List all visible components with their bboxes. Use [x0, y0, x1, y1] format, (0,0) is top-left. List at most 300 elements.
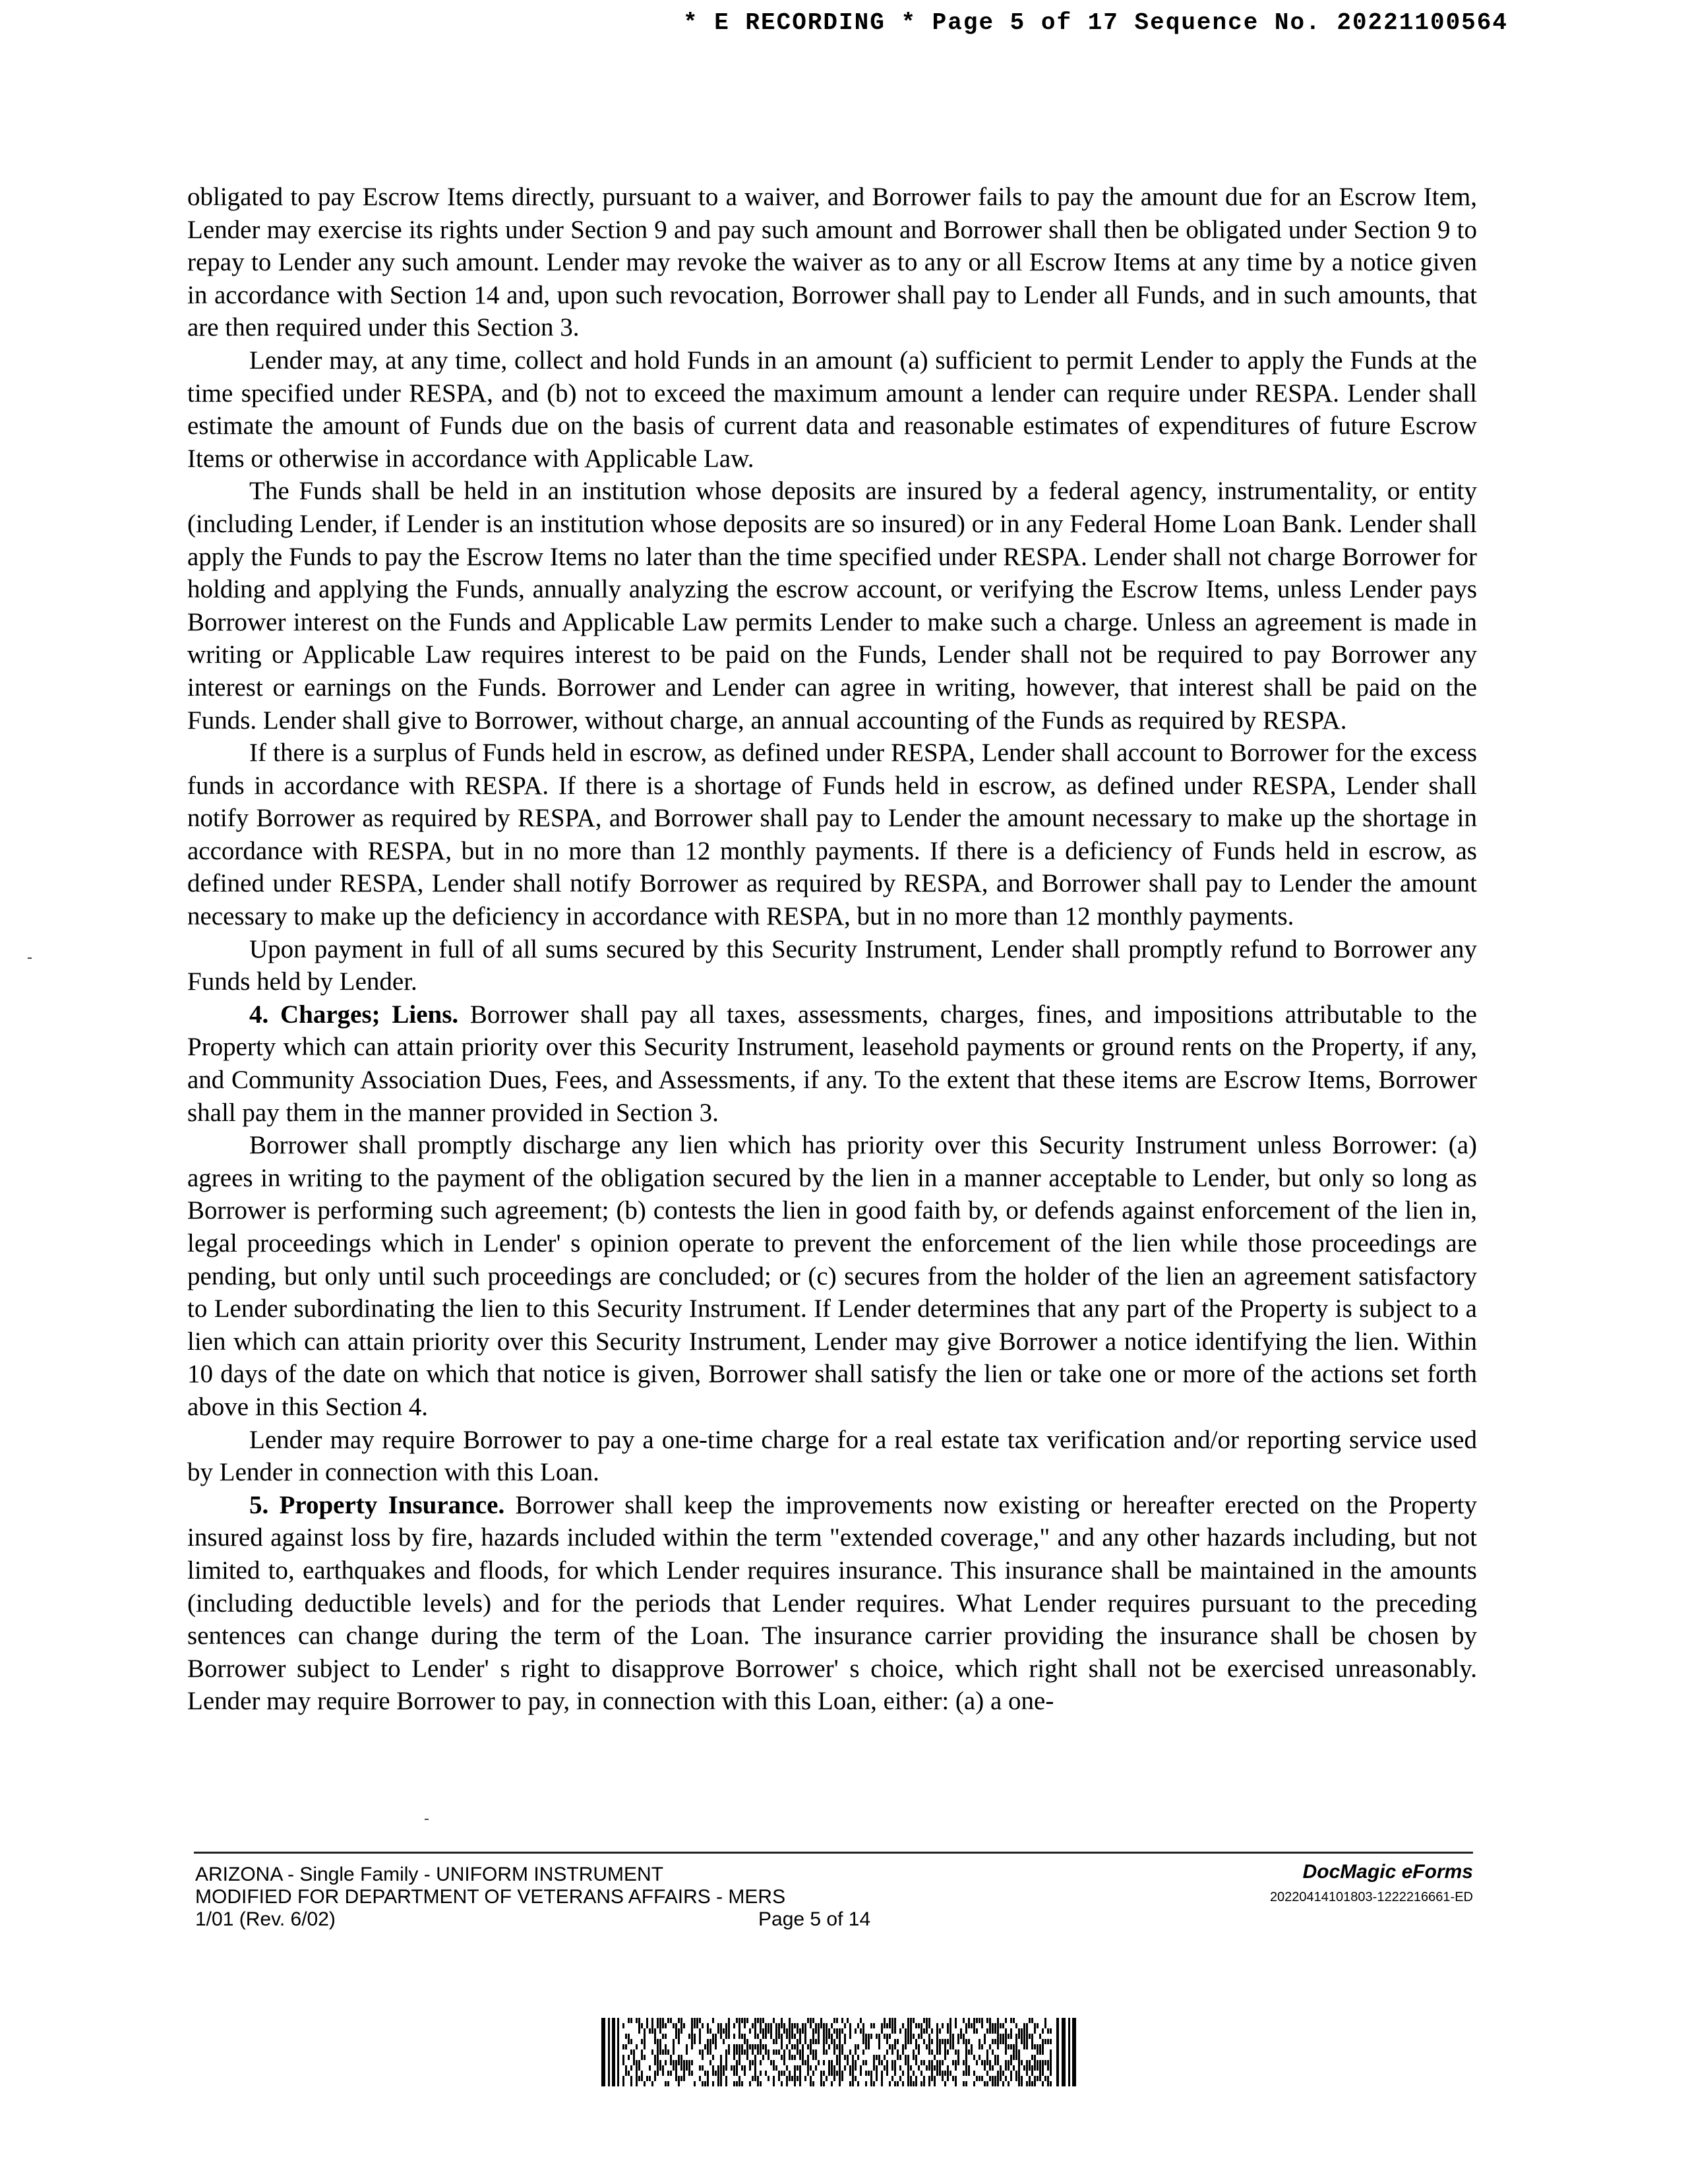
- barcode-cell: [794, 2055, 796, 2060]
- barcode-cell: [799, 2034, 801, 2039]
- barcode-cell: [733, 2071, 735, 2076]
- barcode-cell: [1005, 2049, 1007, 2055]
- barcode-cell: [738, 2044, 740, 2049]
- barcode-cell: [839, 2039, 841, 2044]
- barcode-cell: [1042, 2081, 1044, 2086]
- barcode-cell: [1018, 2060, 1020, 2065]
- barcode-cell: [986, 2049, 988, 2055]
- barcode-cell: [1005, 2065, 1007, 2071]
- paragraph-refund: Upon payment in full of all sums secured by this Security Instrument, Lender shall promptly refund to Borrower any Funds held by Lender.: [187, 934, 1477, 996]
- barcode-cell: [699, 2018, 701, 2023]
- barcode-cell: [673, 2023, 675, 2028]
- barcode-cell: [789, 2028, 791, 2034]
- barcode-cell: [947, 2039, 949, 2044]
- barcode-cell: [673, 2060, 675, 2065]
- barcode: [601, 2018, 1076, 2086]
- barcode-cell: [802, 2023, 804, 2028]
- barcode-cell: [691, 2023, 693, 2028]
- barcode-cell: [952, 2044, 954, 2049]
- barcode-cell: [709, 2049, 711, 2055]
- barcode-cell: [913, 2034, 915, 2039]
- barcode-cell: [733, 2055, 735, 2060]
- barcode-cell: [810, 2076, 812, 2081]
- barcode-cell: [976, 2028, 978, 2034]
- barcode-cell: [831, 2065, 833, 2071]
- barcode-cell: [657, 2049, 659, 2055]
- barcode-cell: [1000, 2071, 1002, 2076]
- barcode-cell: [831, 2060, 833, 2065]
- barcode-cell: [709, 2060, 711, 2065]
- barcode-cell: [836, 2044, 838, 2049]
- barcode-cell: [781, 2034, 783, 2039]
- barcode-cell: [651, 2081, 653, 2086]
- barcode-cell: [686, 2065, 688, 2071]
- barcode-cell: [778, 2023, 780, 2028]
- barcode-cell: [1018, 2081, 1020, 2086]
- barcode-cell: [915, 2023, 917, 2028]
- barcode-cell: [989, 2044, 991, 2049]
- section-4-text: Borrower shall pay all taxes, assessments, charges, fines, and impositions attributable to the Property which can attain priority over this Security Instrument, leasehold payments or ground rents on the Property, if any, and Community Association Dues, Fees, and Assessments, if any. To the extent that these items are Escrow Items, Borrower shall pay them in the manner provided in Section 3.: [187, 1000, 1477, 1127]
- barcode-cell: [860, 2071, 862, 2076]
- barcode-cell: [823, 2028, 825, 2034]
- barcode-cell: [1031, 2081, 1033, 2086]
- barcode-cell: [847, 2018, 849, 2023]
- barcode-cell: [894, 2018, 896, 2023]
- barcode-cell: [662, 2023, 664, 2028]
- barcode-cell: [873, 2065, 875, 2071]
- paragraph-escrow-waiver: obligated to pay Escrow Items directly, pursuant to a waiver, and Borrower fails to pay the amount due for an Escrow Item, Lender may exercise its rights under Section 9 and pay such amount and Borrower shall then be obligated under Section 9 to repay to Lender any such amount. Lender may revoke the waiver as to any or all Escrow Items at any time by a notice given in accordance with Section 14 and, upon such revocation, Borrower shall pay to Lender all Funds, and in such amounts, that are then required under this Section 3.: [187, 183, 1477, 342]
- barcode-cell: [878, 2055, 880, 2060]
- barcode-cell: [918, 2049, 920, 2055]
- barcode-cell: [942, 2039, 944, 2044]
- barcode-cell: [636, 2076, 638, 2081]
- barcode-cell: [675, 2060, 677, 2065]
- barcode-cell: [942, 2071, 944, 2076]
- barcode-cell: [1008, 2034, 1010, 2039]
- barcode-cell: [673, 2044, 675, 2049]
- barcode-cell: [826, 2049, 828, 2055]
- barcode-cell: [760, 2039, 762, 2044]
- barcode-cell: [659, 2060, 661, 2065]
- barcode-cell: [826, 2076, 828, 2081]
- barcode-cell: [936, 2049, 938, 2055]
- barcode-cell: [873, 2023, 875, 2028]
- barcode-cell: [841, 2028, 843, 2034]
- barcode-cell: [857, 2081, 859, 2086]
- barcode-cell: [1000, 2065, 1002, 2071]
- barcode-cell: [638, 2065, 640, 2071]
- barcode-cell: [717, 2081, 719, 2086]
- barcode-cell: [968, 2018, 970, 2023]
- barcode-cell: [942, 2023, 944, 2028]
- barcode-cell: [1010, 2034, 1012, 2039]
- barcode-cell: [673, 2039, 675, 2044]
- barcode-cell: [736, 2071, 738, 2076]
- barcode-cell: [702, 2023, 704, 2028]
- barcode-cell: [815, 2065, 817, 2071]
- barcode-cell: [873, 2055, 875, 2060]
- barcode-cell: [1044, 2023, 1046, 2028]
- barcode-cell: [1034, 2044, 1036, 2049]
- barcode-cell: [907, 2060, 909, 2065]
- barcode-cell: [768, 2028, 769, 2034]
- barcode-cell: [897, 2055, 899, 2060]
- barcode-cell: [773, 2018, 775, 2023]
- barcode-cell: [789, 2076, 791, 2081]
- barcode-cell: [939, 2049, 941, 2055]
- barcode-cell: [1026, 2034, 1028, 2039]
- barcode-cell: [1005, 2076, 1007, 2081]
- barcode-cell: [1050, 2065, 1052, 2071]
- barcode-cell: [662, 2049, 664, 2055]
- barcode-cell: [720, 2071, 722, 2076]
- barcode-cell: [686, 2044, 688, 2049]
- barcode-cell: [694, 2039, 696, 2044]
- barcode-cell: [860, 2028, 862, 2034]
- barcode-cell: [907, 2071, 909, 2076]
- barcode-cell: [688, 2060, 690, 2065]
- barcode-cell: [694, 2023, 696, 2028]
- barcode-guard-bar: [612, 2018, 615, 2086]
- barcode-cell: [812, 2071, 814, 2076]
- barcode-cell: [749, 2028, 751, 2034]
- barcode-cell: [844, 2039, 846, 2044]
- barcode-cell: [973, 2071, 975, 2076]
- barcode-cell: [680, 2065, 682, 2071]
- barcode-cell: [799, 2071, 801, 2076]
- barcode-cell: [810, 2023, 812, 2028]
- barcode-cell: [928, 2039, 930, 2044]
- barcode-cell: [704, 2044, 706, 2049]
- barcode-cell: [836, 2071, 838, 2076]
- barcode-cell: [702, 2065, 704, 2071]
- barcode-cell: [725, 2034, 727, 2039]
- barcode-cell: [725, 2028, 727, 2034]
- barcode-cell: [986, 2071, 988, 2076]
- barcode-cell: [891, 2076, 893, 2081]
- barcode-cell: [773, 2060, 775, 2065]
- footer-form-revision: 1/01 (Rev. 6/02): [195, 1908, 336, 1930]
- barcode-cell: [723, 2065, 725, 2071]
- barcode-cell: [709, 2039, 711, 2044]
- barcode-cell: [799, 2039, 801, 2044]
- barcode-cell: [1023, 2028, 1025, 2034]
- barcode-cell: [744, 2023, 746, 2028]
- barcode-cell: [625, 2034, 627, 2039]
- barcode-cell: [675, 2034, 677, 2039]
- barcode-cell: [1026, 2044, 1028, 2049]
- barcode-cell: [997, 2076, 999, 2081]
- barcode-cell: [815, 2023, 817, 2028]
- barcode-cell: [968, 2023, 970, 2028]
- barcode-cell: [1029, 2018, 1031, 2023]
- barcode-cell: [1037, 2049, 1039, 2055]
- barcode-cell: [981, 2060, 983, 2065]
- barcode-cell: [944, 2081, 946, 2086]
- barcode-cell: [841, 2076, 843, 2081]
- barcode-cell: [891, 2060, 893, 2065]
- barcode-cell: [905, 2034, 907, 2039]
- barcode-cell: [699, 2034, 701, 2039]
- barcode-cell: [728, 2034, 730, 2039]
- barcode-cell: [678, 2034, 680, 2039]
- barcode-cell: [820, 2076, 822, 2081]
- barcode-cell: [746, 2055, 748, 2060]
- barcode-cell: [741, 2065, 743, 2071]
- barcode-cell: [775, 2023, 777, 2028]
- barcode-cell: [812, 2081, 814, 2086]
- barcode-cell: [686, 2060, 688, 2065]
- barcode-cell: [862, 2028, 864, 2034]
- barcode-cell: [989, 2028, 991, 2034]
- scan-speck: [28, 957, 32, 959]
- barcode-cell: [783, 2071, 785, 2076]
- barcode-cell: [1008, 2060, 1010, 2065]
- barcode-cell: [665, 2081, 667, 2086]
- barcode-cell: [968, 2039, 970, 2044]
- barcode-cell: [654, 2034, 656, 2039]
- barcode-cell: [815, 2055, 817, 2060]
- barcode-cell: [894, 2071, 896, 2076]
- barcode-cell: [691, 2044, 693, 2049]
- barcode-cell: [902, 2081, 904, 2086]
- barcode-cell: [744, 2071, 746, 2076]
- barcode-cell: [680, 2023, 682, 2028]
- barcode-cell: [965, 2060, 967, 2065]
- barcode-cell: [628, 2071, 630, 2076]
- barcode-cell: [638, 2060, 640, 2065]
- barcode-cell: [633, 2060, 635, 2065]
- barcode-cell: [712, 2055, 714, 2060]
- barcode-cell: [997, 2055, 999, 2060]
- barcode-cell: [910, 2039, 912, 2044]
- barcode-cell: [797, 2028, 799, 2034]
- barcode-cell: [860, 2018, 862, 2023]
- barcode-cell: [931, 2076, 933, 2081]
- barcode-cell: [818, 2028, 820, 2034]
- barcode-cell: [823, 2060, 825, 2065]
- barcode-cell: [1042, 2039, 1044, 2044]
- barcode-cell: [994, 2081, 996, 2086]
- barcode-cell: [831, 2023, 833, 2028]
- barcode-cell: [891, 2049, 893, 2055]
- barcode-cell: [905, 2039, 907, 2044]
- barcode-cell: [749, 2065, 751, 2071]
- barcode-cell: [852, 2076, 854, 2081]
- barcode-cell: [979, 2076, 980, 2081]
- barcode-cell: [641, 2071, 643, 2076]
- barcode-cell: [754, 2076, 756, 2081]
- barcode-cell: [886, 2034, 888, 2039]
- barcode-cell: [992, 2028, 994, 2034]
- barcode-cell: [802, 2049, 804, 2055]
- barcode-cell: [1037, 2076, 1039, 2081]
- barcode-cell: [994, 2028, 996, 2034]
- barcode-cell: [928, 2065, 930, 2071]
- barcode-cell: [907, 2018, 909, 2023]
- barcode-cell: [804, 2023, 806, 2028]
- barcode-cell: [791, 2044, 793, 2049]
- barcode-cell: [797, 2076, 799, 2081]
- barcode-cell: [1031, 2065, 1033, 2071]
- barcode-cell: [725, 2076, 727, 2081]
- barcode-cell: [910, 2023, 912, 2028]
- barcode-cell: [702, 2049, 704, 2055]
- barcode-cell: [828, 2060, 830, 2065]
- barcode-cell: [839, 2065, 841, 2071]
- barcode-cell: [947, 2076, 949, 2081]
- paragraph-funds-held: The Funds shall be held in an institution whose deposits are insured by a federal agency, instrumentality, or entity (including Lender, if Lender is an institution whose deposits are so insured) or in any Federal Home Loan Bank. Lender shall apply the Funds to pay the Escrow Items no later than the time specified under RESPA. Lender shall not charge Borrower for holding and applying the Funds, annually analyzing the escrow account, or verifying the Escrow Items, unless Lender pays Borrower interest on the Funds and Applicable Law permits Lender to make such a charge. Unless an agreement is made in writing or Applicable Law requires interest to be paid on the Funds, Lender shall not be required to pay Borrower any interest or earnings on the Funds. Borrower and Lender can agree in writing, however, that interest shall be paid on the Funds. Lender shall give to Borrower, without charge, an annual accounting of the Funds as required by RESPA.: [187, 477, 1477, 735]
- barcode-cell: [802, 2028, 804, 2034]
- barcode-cell: [812, 2034, 814, 2039]
- barcode-cell: [636, 2065, 638, 2071]
- barcode-cell: [1013, 2018, 1015, 2023]
- barcode-cell: [694, 2018, 696, 2023]
- barcode-cell: [654, 2071, 656, 2076]
- barcode-cell: [1029, 2076, 1031, 2081]
- barcode-cell: [820, 2018, 822, 2023]
- barcode-cell: [794, 2071, 796, 2076]
- barcode-cell: [736, 2018, 738, 2023]
- barcode-cell: [725, 2023, 727, 2028]
- barcode-cell: [1026, 2081, 1028, 2086]
- barcode-cell: [683, 2071, 685, 2076]
- barcode-guard-bar: [608, 2018, 610, 2086]
- barcode-cell: [973, 2055, 975, 2060]
- barcode-cell: [905, 2055, 907, 2060]
- barcode-cell: [738, 2060, 740, 2065]
- barcode-cell: [1002, 2071, 1004, 2076]
- barcode-cell: [673, 2049, 675, 2055]
- barcode-cell: [736, 2060, 738, 2065]
- barcode-cell: [741, 2018, 743, 2023]
- barcode-cell: [762, 2044, 764, 2049]
- barcode-cell: [738, 2028, 740, 2034]
- barcode-cell: [754, 2023, 756, 2028]
- barcode-cell: [894, 2081, 896, 2086]
- barcode-cell: [812, 2049, 814, 2055]
- barcode-cell: [659, 2018, 661, 2023]
- barcode-cell: [997, 2071, 999, 2076]
- barcode-cell: [955, 2065, 957, 2071]
- barcode-cell: [1037, 2044, 1039, 2049]
- barcode-cell: [670, 2071, 672, 2076]
- barcode-cell: [947, 2049, 949, 2055]
- barcode-cell: [636, 2071, 638, 2076]
- barcode-cell: [1034, 2023, 1036, 2028]
- barcode-cell: [1031, 2039, 1033, 2044]
- barcode-cell: [976, 2060, 978, 2065]
- barcode-cell: [659, 2028, 661, 2034]
- section-4-charges-liens: [187, 998, 1477, 1129]
- barcode-cell: [1021, 2034, 1023, 2039]
- barcode-cell: [775, 2049, 777, 2055]
- barcode-cell: [994, 2060, 996, 2065]
- barcode-cell: [768, 2076, 769, 2081]
- barcode-cell: [1018, 2028, 1020, 2034]
- barcode-cell: [833, 2018, 835, 2023]
- barcode-cell: [1029, 2034, 1031, 2039]
- barcode-cell: [957, 2060, 959, 2065]
- barcode-cell: [638, 2023, 640, 2028]
- barcode-cell: [899, 2065, 901, 2071]
- barcode-cell: [717, 2071, 719, 2076]
- barcode-cell: [973, 2028, 975, 2034]
- barcode-cell: [1039, 2034, 1041, 2039]
- barcode-cell: [1031, 2071, 1033, 2076]
- barcode-cell: [622, 2044, 624, 2049]
- barcode-cell: [1026, 2023, 1028, 2028]
- barcode-cell: [654, 2076, 656, 2081]
- barcode-cell: [797, 2065, 799, 2071]
- barcode-cell: [963, 2071, 965, 2076]
- barcode-cell: [886, 2023, 888, 2028]
- barcode-cell: [738, 2076, 740, 2081]
- barcode-cell: [746, 2049, 748, 2055]
- barcode-cell: [828, 2071, 830, 2076]
- barcode-cell: [720, 2081, 722, 2086]
- barcode-cell: [783, 2055, 785, 2060]
- barcode-cell: [939, 2028, 941, 2034]
- barcode-cell: [749, 2060, 751, 2065]
- barcode-cell: [789, 2049, 791, 2055]
- barcode-cell: [965, 2028, 967, 2034]
- barcode-cell: [794, 2023, 796, 2028]
- barcode-cell: [894, 2065, 896, 2071]
- barcode-cell: [728, 2018, 730, 2023]
- barcode-cell: [696, 2023, 698, 2028]
- barcode-cell: [1029, 2081, 1031, 2086]
- barcode-cell: [807, 2018, 809, 2023]
- barcode-cell: [670, 2060, 672, 2065]
- barcode-cell: [707, 2039, 709, 2044]
- footer-page-number: Page 5 of 14: [758, 1908, 871, 1930]
- barcode-cell: [870, 2081, 872, 2086]
- barcode-cell: [799, 2049, 801, 2055]
- barcode-cell: [649, 2028, 651, 2034]
- barcode-cell: [1047, 2081, 1049, 2086]
- barcode-cell: [907, 2028, 909, 2034]
- barcode-cell: [826, 2039, 828, 2044]
- barcode-cell: [622, 2023, 624, 2028]
- barcode-cell: [765, 2034, 767, 2039]
- barcode-cell: [720, 2076, 722, 2081]
- barcode-cell: [657, 2065, 659, 2071]
- barcode-cell: [810, 2018, 812, 2023]
- barcode-cell: [622, 2060, 624, 2065]
- barcode-cell: [936, 2060, 938, 2065]
- barcode-cell: [654, 2039, 656, 2044]
- barcode-cell: [630, 2065, 632, 2071]
- barcode-cell: [1039, 2044, 1041, 2049]
- barcode-cell: [876, 2065, 878, 2071]
- barcode-cell: [989, 2065, 991, 2071]
- barcode-cell: [746, 2039, 748, 2044]
- barcode-cell: [828, 2065, 830, 2071]
- barcode-cell: [691, 2018, 693, 2023]
- barcode-cell: [839, 2071, 841, 2076]
- barcode-cell: [968, 2071, 970, 2076]
- barcode-cell: [744, 2039, 746, 2044]
- barcode-cell: [852, 2081, 854, 2086]
- barcode-cell: [1039, 2071, 1041, 2076]
- barcode-cell: [646, 2023, 648, 2028]
- barcode-cell: [1023, 2044, 1025, 2049]
- barcode-cell: [1015, 2049, 1017, 2055]
- barcode-cell: [836, 2028, 838, 2034]
- barcode-cell: [897, 2039, 899, 2044]
- barcode-cell: [804, 2076, 806, 2081]
